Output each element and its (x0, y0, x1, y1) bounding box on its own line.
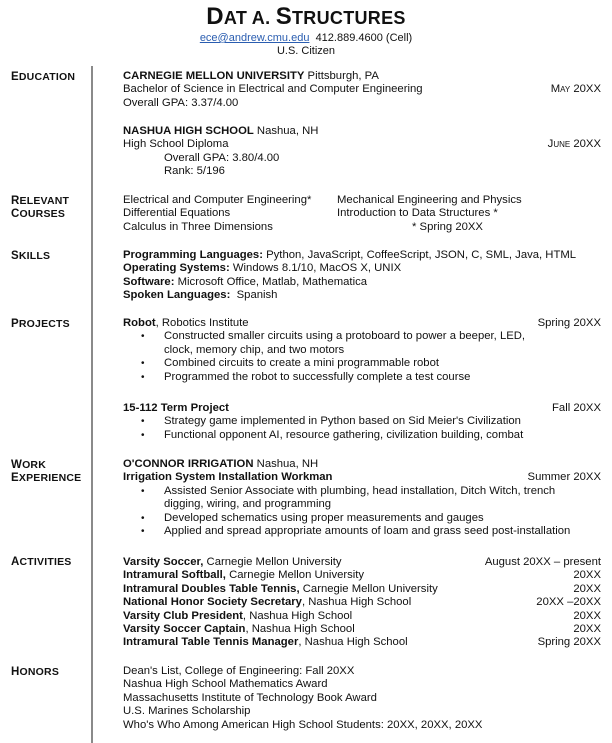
honors-section (123, 665, 601, 732)
activity-row: Intramural Table Tennis Manager, Nashua High School Spring 20XX (123, 636, 601, 649)
bullet-item: • Constructed smaller circuits using a protoboard to power a beeper, LED, clock, memory chip, and two motors (123, 330, 601, 357)
email-link[interactable]: ece@andrew.cmu.edu (199, 32, 310, 44)
project-date: Spring 20XX (537, 317, 601, 329)
section-label-projects: PROJECTS (11, 318, 70, 330)
bullet-item: • Developed schematics using proper measurements and gauges (123, 512, 601, 525)
activity-row: Intramural Softball, Carnegie Mellon University 20XX (123, 569, 601, 582)
activity-row: Intramural Doubles Table Tennis, Carnegie Mellon University 20XX (123, 582, 601, 595)
phone: 412.889.4600 (Cell) (315, 32, 413, 44)
courses-col-2: Mechanical Engineering and Physics Introduction to Data Structures * * Spring 20XX (337, 194, 522, 233)
nhs-gpa: Overall GPA: 3.80/4.00 (164, 151, 280, 164)
cmu-degree: Bachelor of Science in Electrical and Computer Engineering May 20XX (123, 83, 601, 96)
activities-section (123, 556, 601, 650)
bullet-item: • Functional opponent AI, resource gathering, civilization building, combat (123, 429, 601, 442)
section-label-education: EDUCATION (11, 71, 76, 83)
education-section (123, 70, 601, 110)
skill-row: Software: Microsoft Office, Matlab, Mathematica (123, 275, 368, 288)
honor-item: U.S. Marines Scholarship (123, 705, 251, 718)
courses-col-1: Electrical and Computer Engineering* Differential Equations Calculus in Three Dimensions (123, 194, 312, 233)
section-label-honors: HONORS (11, 666, 60, 678)
work-section: O'CONNOR IRRIGATION Nashua, NH Irrigation System Installation Workman Summer 20XX • Assisted Senior Associate with plumbing, head installation, Ditch Witch, trench digging, wiring, and programming • Developed schematics using proper measurements and gauges • Applied and spread appropriate amounts of loam and grass seed post-installation (123, 458, 601, 538)
courses-section (123, 194, 601, 234)
citizenship: U.S. Citizen (276, 45, 336, 57)
bullet-item: • Strategy game implemented in Python based on Sid Meier's Civilization (123, 415, 601, 428)
cmu-gpa: Overall GPA: 3.37/4.00 (123, 96, 239, 109)
section-label-activities: ACTIVITIES (11, 556, 72, 568)
honor-item: Nashua High School Mathematics Award (123, 678, 328, 691)
bullet-list (123, 485, 601, 539)
cmu-date: May 20XX (550, 83, 601, 96)
honor-item: Massachusetts Institute of Technology Book Award (123, 691, 377, 704)
section-divider-line (91, 66, 93, 743)
skill-row: Spoken Languages: Spanish (123, 289, 278, 302)
bullet-item: • Applied and spread appropriate amounts of loam and grass seed post-installation (123, 525, 601, 538)
project-robot: Robot, Robotics Institute Spring 20XX • Constructed smaller circuits using a protoboard to power a beeper, LED, clock, memory chip, and two motors • Combined circuits to create a mini programmable robot • Programmed the robot to successfully complete a test course (123, 317, 601, 384)
nhs-section (123, 125, 601, 179)
resume-header (0, 3, 612, 58)
section-label-courses: RELEVANT COURSES (11, 195, 70, 220)
skills-section (123, 249, 601, 303)
project-date: Fall 20XX (552, 402, 601, 414)
honor-item: Who's Who Among American High School Students: 20XX, 20XX, 20XX (123, 718, 483, 731)
nhs-date: June 20XX (547, 138, 601, 151)
activity-row: Varsity Soccer, Carnegie Mellon University August 20XX – present (123, 556, 601, 568)
activity-row: Varsity Soccer Captain, Nashua High School 20XX (123, 622, 601, 635)
bullet-list (123, 330, 601, 384)
nhs-rank: Rank: 5/196 (164, 165, 225, 178)
section-label-skills: SKILLS (11, 250, 51, 262)
skill-row: Operating Systems: Windows 8.1/10, MacOS X, UNIX (123, 262, 402, 275)
activity-row: Varsity Club President, Nashua High School 20XX (123, 609, 601, 622)
bullet-item: • Programmed the robot to successfully complete a test course (123, 371, 601, 384)
candidate-name: DAT A. STRUCTURES (206, 3, 406, 30)
bullet-item: • Assisted Senior Associate with plumbing, head installation, Ditch Witch, trench digging, wiring, and programming (123, 485, 601, 512)
work-date: Summer 20XX (527, 471, 601, 484)
contact-line (0, 32, 612, 45)
honor-item: Dean's List, College of Engineering: Fall 20XX (123, 665, 355, 677)
nhs-heading: NASHUA HIGH SCHOOL Nashua, NH (123, 125, 319, 137)
activity-row: National Honor Society Secretary, Nashua High School 20XX –20XX (123, 596, 601, 609)
bullet-list (123, 415, 601, 442)
nhs-degree: High School Diploma June 20XX (123, 138, 601, 151)
section-label-work: WORK EXPERIENCE (11, 459, 82, 484)
cmu-heading: CARNEGIE MELLON UNIVERSITY Pittsburgh, PA (123, 70, 379, 82)
skill-row: Programming Languages: Python, JavaScript, CoffeeScript, JSON, C, SML, Java, HTML (123, 249, 577, 261)
bullet-item: • Combined circuits to create a mini programmable robot (123, 357, 601, 370)
project-term: 15-112 Term Project Fall 20XX • Strategy game implemented in Python based on Sid Meier's Civilization • Functional opponent AI, resource gathering, civilization building, combat (123, 402, 601, 442)
